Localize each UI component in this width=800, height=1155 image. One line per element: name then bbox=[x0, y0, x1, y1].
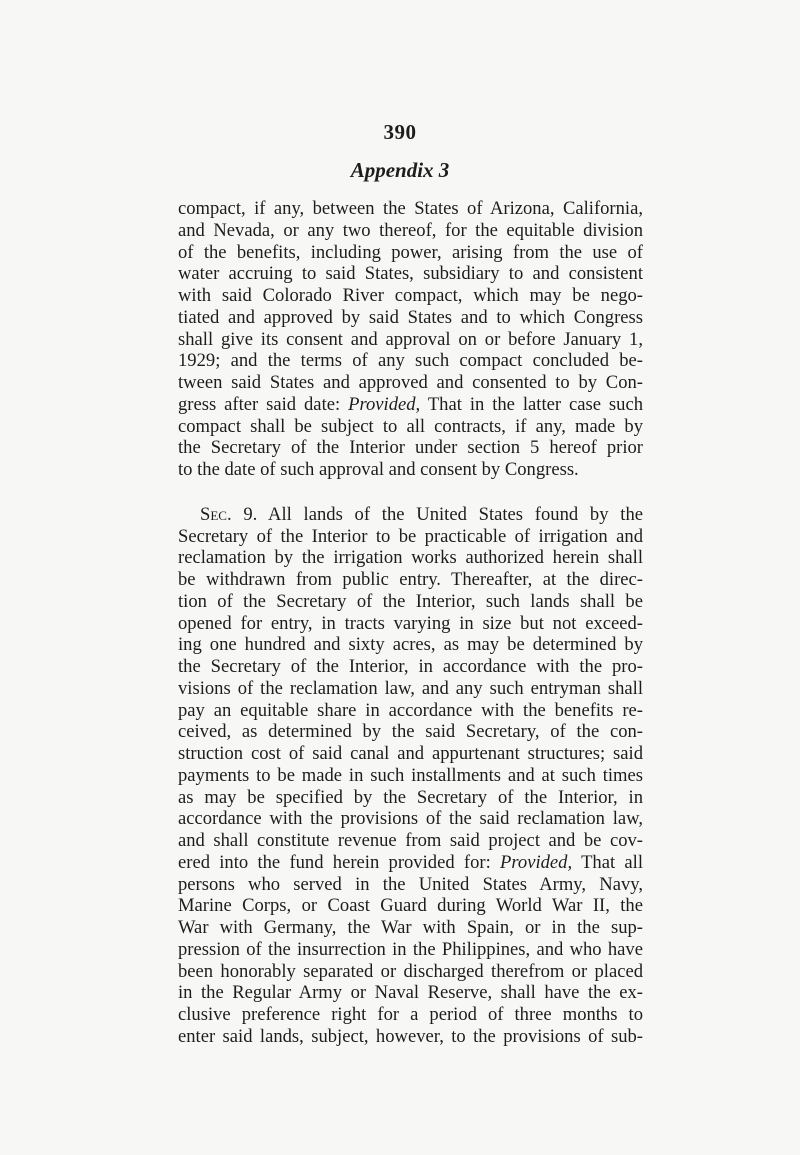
section-label: Sec. 9. bbox=[200, 503, 258, 525]
text-line: water accruing to said States, subsidiary to and consistent bbox=[178, 263, 643, 285]
text-line: payments to be made in such installments and at such times bbox=[178, 764, 643, 786]
text-line: pression of the insurrection in the Philippines, and who have bbox=[178, 938, 643, 960]
text-line: pay an equitable share in accordance with the benefits re- bbox=[178, 699, 643, 721]
paragraph-compact bbox=[178, 198, 643, 481]
text-line: struction cost of said canal and appurtenant structures; said bbox=[178, 743, 643, 764]
text-line: the Secretary of the Interior, in accordance with the pro- bbox=[178, 656, 643, 677]
text-line: tween said States and approved and consented to by Con- bbox=[178, 372, 643, 393]
text-line: shall give its consent and approval on or before January 1, bbox=[178, 328, 643, 350]
text-line: tiated and approved by said States and to which Congress bbox=[178, 306, 643, 328]
page-number: 390 bbox=[383, 120, 417, 144]
text-line: visions of the reclamation law, and any such entryman shall bbox=[178, 677, 643, 699]
text-line: gress after said date: Provided, That in the latter case such bbox=[178, 393, 643, 415]
provided-emphasis: Provided, bbox=[500, 851, 573, 873]
text-line: reclamation by the irrigation works authorized herein shall bbox=[178, 547, 643, 569]
paragraph-gap bbox=[178, 481, 643, 504]
text-line: compact, if any, between the States of Arizona, California, bbox=[178, 198, 643, 219]
text-line: and shall constitute revenue from said project and be cov- bbox=[178, 830, 643, 851]
text-line: be withdrawn from public entry. Thereafter, at the direc- bbox=[178, 569, 643, 590]
running-header: Appendix 3 bbox=[350, 158, 450, 182]
text-line: tion of the Secretary of the Interior, such lands shall be bbox=[178, 590, 643, 612]
text-line: of the benefits, including power, arising from the use of bbox=[178, 241, 643, 263]
text-line: ceived, as determined by the said Secretary, of the con- bbox=[178, 721, 643, 743]
text-line: Sec. 9. All lands of the United States found by the bbox=[200, 503, 644, 525]
text-line: in the Regular Army or Naval Reserve, shall have the ex- bbox=[178, 982, 643, 1004]
text-line: clusive preference right for a period of three months to bbox=[178, 1004, 643, 1025]
provided-emphasis: Provided, bbox=[348, 393, 421, 415]
text-line: as may be specified by the Secretary of the Interior, in bbox=[178, 786, 643, 808]
text-line: compact shall be subject to all contracts, if any, made by bbox=[178, 415, 643, 437]
paragraph-section-9 bbox=[178, 504, 643, 1048]
text-line: and Nevada, or any two thereof, for the equitable division bbox=[178, 219, 643, 241]
text-line: Marine Corps, or Coast Guard during World War II, the bbox=[178, 895, 643, 917]
text-line: enter said lands, subject, however, to the provisions of sub- bbox=[178, 1025, 643, 1047]
text-line: ered into the fund herein provided for: Provided, That all bbox=[178, 851, 644, 873]
text-line: ing one hundred and sixty acres, as may be determined by bbox=[178, 634, 643, 656]
text-line: accordance with the provisions of the said reclamation law, bbox=[178, 808, 643, 830]
text-line: with said Colorado River compact, which may be nego- bbox=[178, 285, 643, 306]
text-line: Secretary of the Interior to be practicable of irrigation and bbox=[178, 525, 643, 547]
text-line: persons who served in the United States Army, Navy, bbox=[178, 873, 643, 895]
text-line: the Secretary of the Interior under section 5 hereof prior bbox=[178, 437, 643, 459]
document-body bbox=[178, 198, 643, 1048]
text-line: been honorably separated or discharged therefrom or placed bbox=[178, 960, 643, 982]
text-line: opened for entry, in tracts varying in size but not exceed- bbox=[178, 612, 643, 634]
text-line: 1929; and the terms of any such compact concluded be- bbox=[178, 350, 643, 372]
text-line: to the date of such approval and consent by Congress. bbox=[178, 459, 579, 480]
text-line: War with Germany, the War with Spain, or in the sup- bbox=[178, 917, 643, 938]
